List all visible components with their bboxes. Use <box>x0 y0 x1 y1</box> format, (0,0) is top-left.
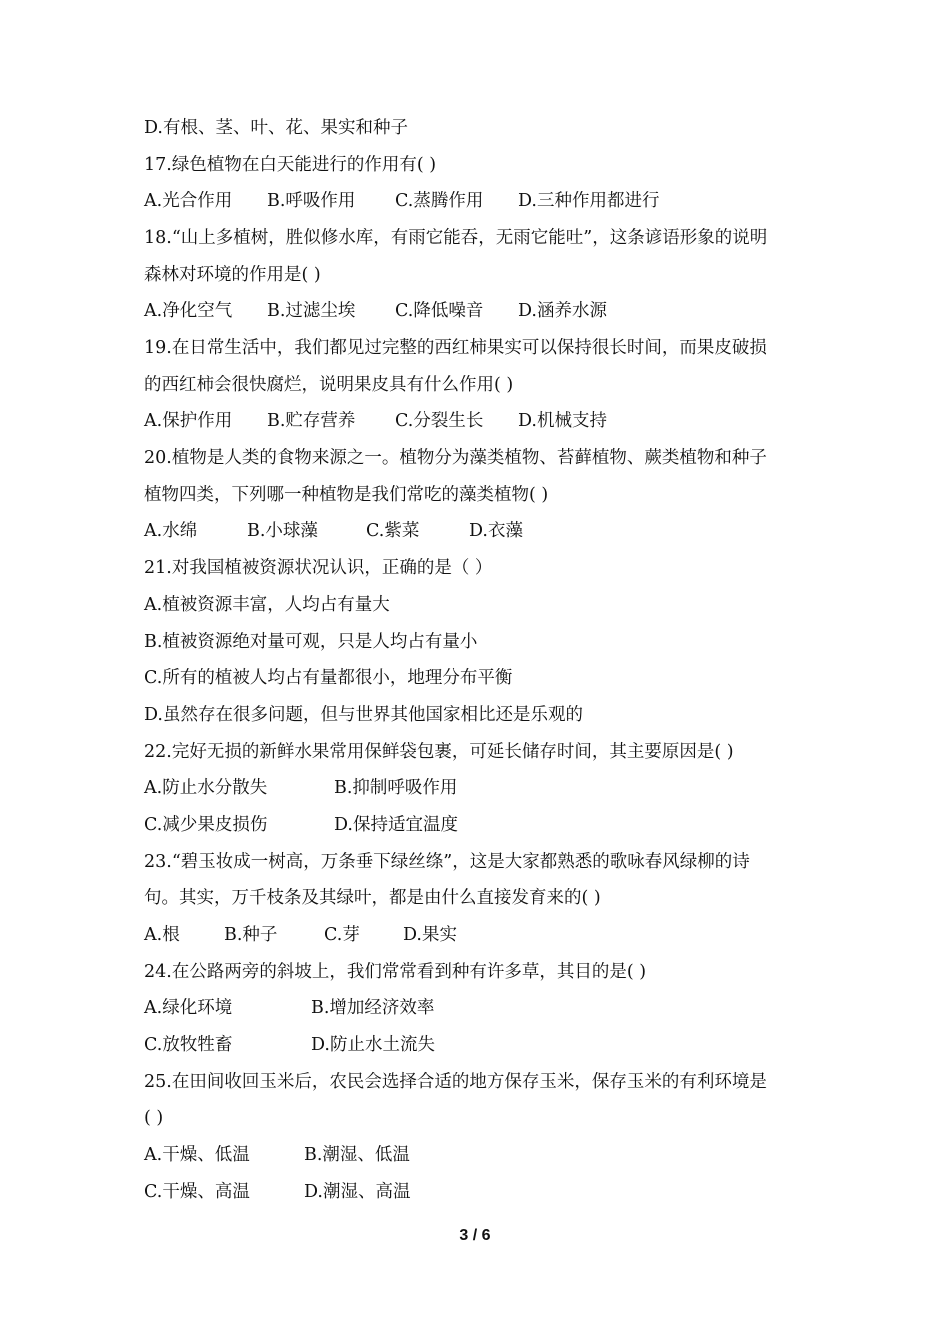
option-c: C.放牧牲畜 <box>144 1035 233 1055</box>
option-c: C.蒸腾作用 <box>395 191 484 211</box>
option-b: B.小球藻 <box>247 521 318 541</box>
option-d: D.虽然存在很多问题，但与世界其他国家相比还是乐观的 <box>144 705 583 725</box>
option-c: C.减少果皮损伤 <box>144 815 268 835</box>
question-25-line-2: ( ) <box>144 1108 164 1128</box>
option-line: D.有根、茎、叶、花、果实和种子 <box>144 118 408 138</box>
question-23-line-2: 句。其实，万千枝条及其绿叶，都是由什么直接发育来的( ) <box>144 888 601 908</box>
option-d: D.潮湿、高温 <box>304 1182 411 1202</box>
option-b: B.贮存营养 <box>267 411 356 431</box>
option-d: D.保持适宜温度 <box>334 815 458 835</box>
question-21: 21.对我国植被资源状况认识，正确的是（ ） <box>144 558 493 578</box>
option-a: A.净化空气 <box>144 301 233 321</box>
option-a: A.干燥、低温 <box>144 1145 250 1165</box>
question-17: 17.绿色植物在白天能进行的作用有( ) <box>144 155 437 175</box>
question-22: 22.完好无损的新鲜水果常用保鲜袋包裹，可延长储存时间，其主要原因是( ) <box>144 742 734 762</box>
question-18-line-2: 森林对环境的作用是( ) <box>144 265 321 285</box>
option-c: C.分裂生长 <box>395 411 484 431</box>
option-d: D.果实 <box>403 925 457 945</box>
option-b: B.过滤尘埃 <box>267 301 356 321</box>
option-b: B.潮湿、低温 <box>304 1145 410 1165</box>
question-19-line-2: 的西红柿会很快腐烂，说明果皮具有什么作用( ) <box>144 375 514 395</box>
option-c: C.紫菜 <box>366 521 420 541</box>
option-b: B.呼吸作用 <box>267 191 356 211</box>
option-b: B.种子 <box>224 925 278 945</box>
option-c: C.干燥、高温 <box>144 1182 250 1202</box>
option-a: A.防止水分散失 <box>144 778 268 798</box>
option-b: B.增加经济效率 <box>311 998 435 1018</box>
option-c: C.芽 <box>324 925 360 945</box>
option-d: D.涵养水源 <box>518 301 607 321</box>
option-a: A.根 <box>144 925 180 945</box>
option-a: A.植被资源丰富，人均占有量大 <box>144 595 390 615</box>
option-a: A.光合作用 <box>144 191 233 211</box>
option-a: A.水绵 <box>144 521 198 541</box>
question-24: 24.在公路两旁的斜坡上，我们常常看到种有许多草，其目的是( ) <box>144 962 647 982</box>
option-d: D.防止水土流失 <box>311 1035 435 1055</box>
page-number: 3 / 6 <box>459 1227 491 1244</box>
option-c: C.降低噪音 <box>395 301 484 321</box>
option-d: D.三种作用都进行 <box>518 191 660 211</box>
option-a: A.绿化环境 <box>144 998 233 1018</box>
question-20-line-2: 植物四类，下列哪一种植物是我们常吃的藻类植物( ) <box>144 485 549 505</box>
option-a: A.保护作用 <box>144 411 233 431</box>
option-d: D.衣藻 <box>469 521 523 541</box>
option-c: C.所有的植被人均占有量都很小，地理分布平衡 <box>144 668 513 688</box>
question-23-line-1: 23.“碧玉妆成一树高，万条垂下绿丝绦”，这是大家都熟悉的歌咏春风绿柳的诗 <box>144 852 750 872</box>
question-25-line-1: 25.在田间收回玉米后，农民会选择合适的地方保存玉米，保存玉米的有利环境是 <box>144 1072 767 1092</box>
option-b: B.植被资源绝对量可观，只是人均占有量小 <box>144 632 478 652</box>
option-d: D.机械支持 <box>518 411 607 431</box>
question-18-line-1: 18.“山上多植树，胜似修水库，有雨它能吞，无雨它能吐”，这条谚语形象的说明 <box>144 228 768 248</box>
option-b: B.抑制呼吸作用 <box>334 778 458 798</box>
question-20-line-1: 20.植物是人类的食物来源之一。植物分为藻类植物、苔藓植物、蕨类植物和种子 <box>144 448 767 468</box>
question-19-line-1: 19.在日常生活中，我们都见过完整的西红柿果实可以保持很长时间，而果皮破损 <box>144 338 767 358</box>
